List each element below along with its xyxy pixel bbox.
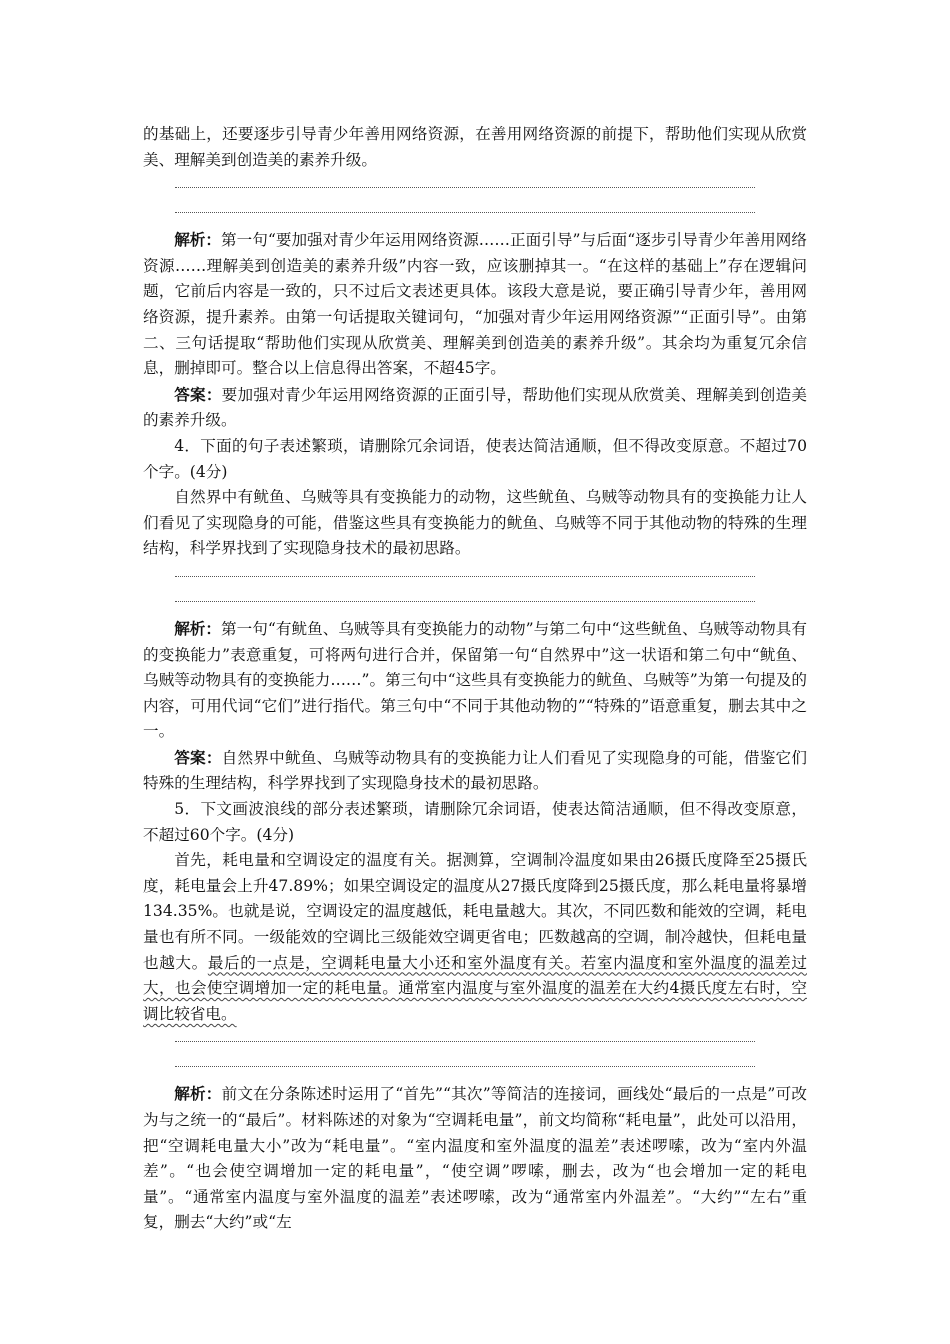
- answer-line: [175, 601, 755, 602]
- answer-line: [175, 187, 755, 188]
- answer-text: 自然界中鱿鱼、乌贼等动物具有的变换能力让人们看见了实现隐身的可能，借鉴它们特殊的生理结构，科学界找到了实现隐身技术的最初思路。: [143, 748, 807, 793]
- analysis-label: 解析：: [174, 1084, 222, 1104]
- q4-passage: 自然界中有鱿鱼、乌贼等具有变换能力的动物，这些鱿鱼、乌贼等动物具有的变换能力让人们看见了实现隐身的可能，借鉴这些具有变换能力的鱿鱼、乌贼等不同于其他动物的特殊的生理结构，科学界找到了实现隐身技术的最初思路。: [143, 488, 807, 558]
- analysis-text: 前文在分条陈述时运用了“首先”“其次”等简洁的连接词，画线处“最后的一点是”可改为与之统一的“最后”。材料陈述的对象为“空调耗电量”，前文均简称“耗电量”，此处可以沿用，把“空调耗电量大小”改为“耗电量”。“室内温度和室外温度的温差”表述啰嗦，改为“室内外温差”。“也会使空调增加一定的耗电量”，“使空调”啰嗦，删去，改为“也会增加一定的耗电量”。“通常室内温度与室外温度的温差”表述啰嗦，改为“通常室内外温差”。“大约”“左右”重复，删去“大约”或“左: [143, 1085, 807, 1232]
- analysis-text: 第一句“要加强对青少年运用网络资源……正面引导”与后面“逐步引导青少年善用网络资源……理解美到创造美的素养升级”内容一致，应该删掉其一。“在这样的基础上”存在逻辑问题，它前后内容是一致的，只不过后文表述更具体。该段大意是说，要正确引导青少年，善用网络资源，提升素养。由第一句话提取关键词句，“加强对青少年运用网络资源”“正面引导”。由第二、三句话提取“帮助他们实现从欣赏美、理解美到创造美的素养升级”。其余均为重复冗余信息，删掉即可。整合以上信息得出答案，不超45字。: [143, 231, 807, 378]
- answer-line: [175, 1066, 755, 1067]
- answer-line: [175, 576, 755, 577]
- q4-question: 4．下面的句子表述繁琐，请删除冗余词语，使表达简洁通顺，但不得改变原意。不超过70个字。(4分): [143, 436, 807, 481]
- answer-line: [175, 1041, 755, 1042]
- q5-analysis: [143, 1081, 807, 1236]
- q4-answer: [143, 745, 807, 797]
- document-page: [143, 122, 807, 1236]
- analysis-text: 第一句“有鱿鱼、乌贼等具有变换能力的动物”与第二句中“这些鱿鱼、乌贼等动物具有的变换能力”表意重复，可将两句进行合并，保留第一句“自然界中”这一状语和第二句中“鱿鱼、乌贼等动物具有的变换能力……”。第三句中“这些具有变换能力的鱿鱼、乌贼等”为第一句提及的内容，可用代词“它们”进行指代。第三句中“不同于其他动物的”“特殊的”语意重复，删去其中之一。: [143, 619, 807, 741]
- wavy-underlined-text: 最后的一点是，空调耗电量大小还和室外温度有关。若室内温度和室外温度的温差过大，也会使空调增加一定的耗电量。通常室内温度与室外温度的温差在大约4摄氏度左右时，空调比较省电。: [143, 953, 807, 1023]
- passage-plain-text: 首先，耗电量和空调设定的温度有关。据测算，空调制冷温度如果由26摄氏度降至25摄氏度，耗电量会上升47.89%；如果空调设定的温度从27摄氏度降到25摄氏度，那么耗电量将暴增134.35%。也就是说，空调设定的温度越低，耗电量越大。其次，不同匹数和能效的空调，耗电量也有所不同。一级能效的空调比三级能效空调更省电；匹数越高的空调，制冷越快，但耗电量也越大。: [143, 851, 807, 972]
- analysis-label: 解析：: [174, 230, 222, 250]
- q4-analysis: [143, 616, 807, 745]
- answer-lines: [143, 173, 807, 227]
- top-paragraph: 的基础上，还要逐步引导青少年善用网络资源，在善用网络资源的前提下，帮助他们实现从欣赏美、理解美到创造美的素养升级。: [143, 125, 807, 169]
- answer-label: 答案：: [174, 384, 222, 404]
- answer-line: [175, 212, 755, 213]
- answer-text: 要加强对青少年运用网络资源的正面引导，帮助他们实现从欣赏美、理解美到创造美的素养升级。: [143, 385, 807, 430]
- analysis-label: 解析：: [174, 618, 222, 638]
- q5-question: 5．下文画波浪线的部分表述繁琐，请删除冗余词语，使表达简洁通顺，但不得改变原意，不超过60个字。(4分): [143, 800, 807, 844]
- q3-answer: [143, 382, 807, 434]
- answer-lines: [143, 1027, 807, 1081]
- answer-label: 答案：: [174, 747, 222, 767]
- q3-analysis: [143, 227, 807, 382]
- answer-lines: [143, 562, 807, 616]
- q5-passage: [143, 848, 807, 1027]
